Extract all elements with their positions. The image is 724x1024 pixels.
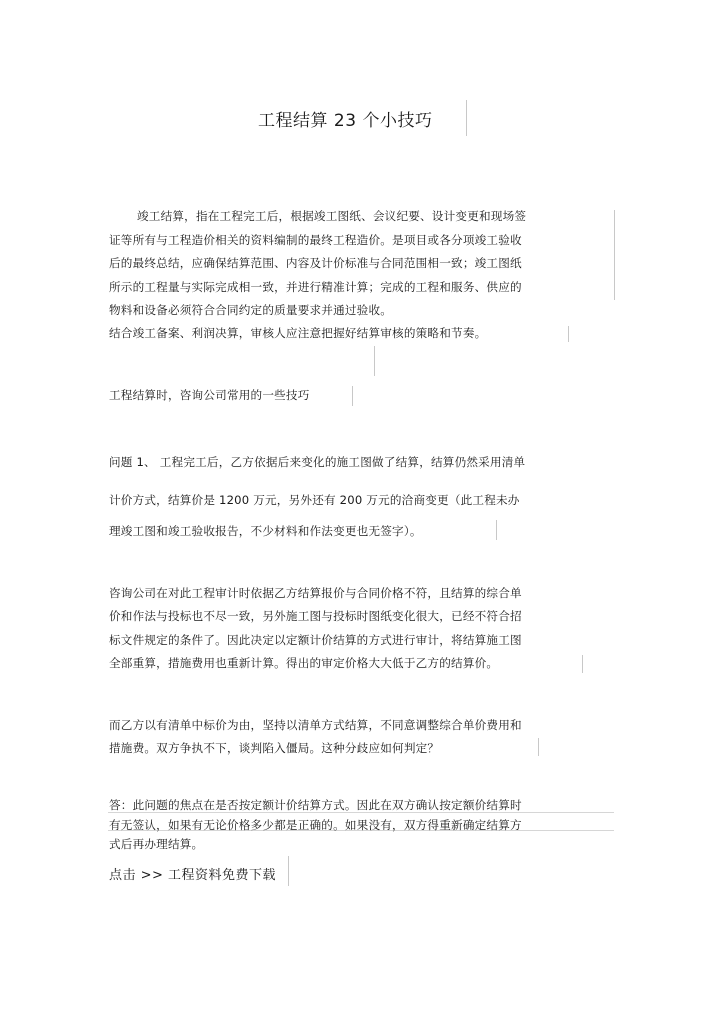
scan-mark [614,210,615,300]
intro-line: 竣工结算，指在工程完工后，根据竣工图纸、会议纪要、设计变更和现场签 [137,209,527,223]
scan-mark [374,346,375,376]
answer-line: 有无签认，如果有无论价格多少都是正确的。如果没有，双方得重新确定结算方 [109,818,522,832]
download-link[interactable]: 点击 >> 工程资料免费下载 [109,868,277,883]
intro-line: 证等所有与工程造价相关的资料编制的最终工程造价。是项目或各分项竣工验收 [109,233,522,247]
answer-line: 答：此问题的焦点在是否按定额计价结算方式。因此在双方确认按定额价结算时 [109,798,522,812]
scan-mark [288,856,289,886]
answer-line: 式后再办理结算。 [109,837,204,851]
question-line: 计价方式，结算价是 1200 万元，另外还有 200 万元的洽商变更（此工程未办 [109,493,520,507]
scan-mark [496,520,497,540]
scan-mark [538,738,539,756]
dispute-line: 措施费。双方争执不下，谈判陷入僵局。这种分歧应如何判定？ [109,741,440,755]
scan-mark [568,326,569,342]
intro-line: 结合竣工备案、利润决算，审核人应注意把握好结算审核的策略和节奏。 [109,326,487,340]
scan-mark [352,386,353,406]
scan-mark [466,100,467,136]
scan-mark [108,812,614,813]
intro-line: 物料和设备必须符合合同约定的质量要求并通过验收。 [109,303,393,317]
section-heading: 工程结算时，咨询公司常用的一些技巧 [109,388,310,402]
intro-line: 所示的工程量与实际完成相一致，并进行精准计算；完成的工程和服务、供应的 [109,280,522,294]
question-line: 问题 1、 工程完工后，乙方依据后来变化的施工图做了结算，结算仍然采用清单 [109,455,526,469]
consultant-line: 咨询公司在对此工程审计时依据乙方结算报价与合同价格不符，且结算的综合单 [109,586,522,600]
consultant-line: 全部重算，措施费用也重新计算。得出的审定价格大大低于乙方的结算价。 [109,656,499,670]
consultant-line: 标文件规定的条件了。因此决定以定额计价结算的方式进行审计，将结算施工图 [109,633,522,647]
intro-line: 后的最终总结，应确保结算范围、内容及计价标准与合同范围相一致；竣工图纸 [109,256,522,270]
page-title: 工程结算 23 个小技巧 [258,111,433,131]
question-line: 理竣工图和竣工验收报告，不少材料和作法变更也无签字）。 [109,524,422,538]
consultant-line: 价和作法与投标也不尽一致，另外施工图与投标时图纸变化很大，已经不符合招 [109,609,522,623]
scan-mark [582,655,583,673]
dispute-line: 而乙方以有清单中标价为由，坚持以清单方式结算，不同意调整综合单价费用和 [109,718,522,732]
